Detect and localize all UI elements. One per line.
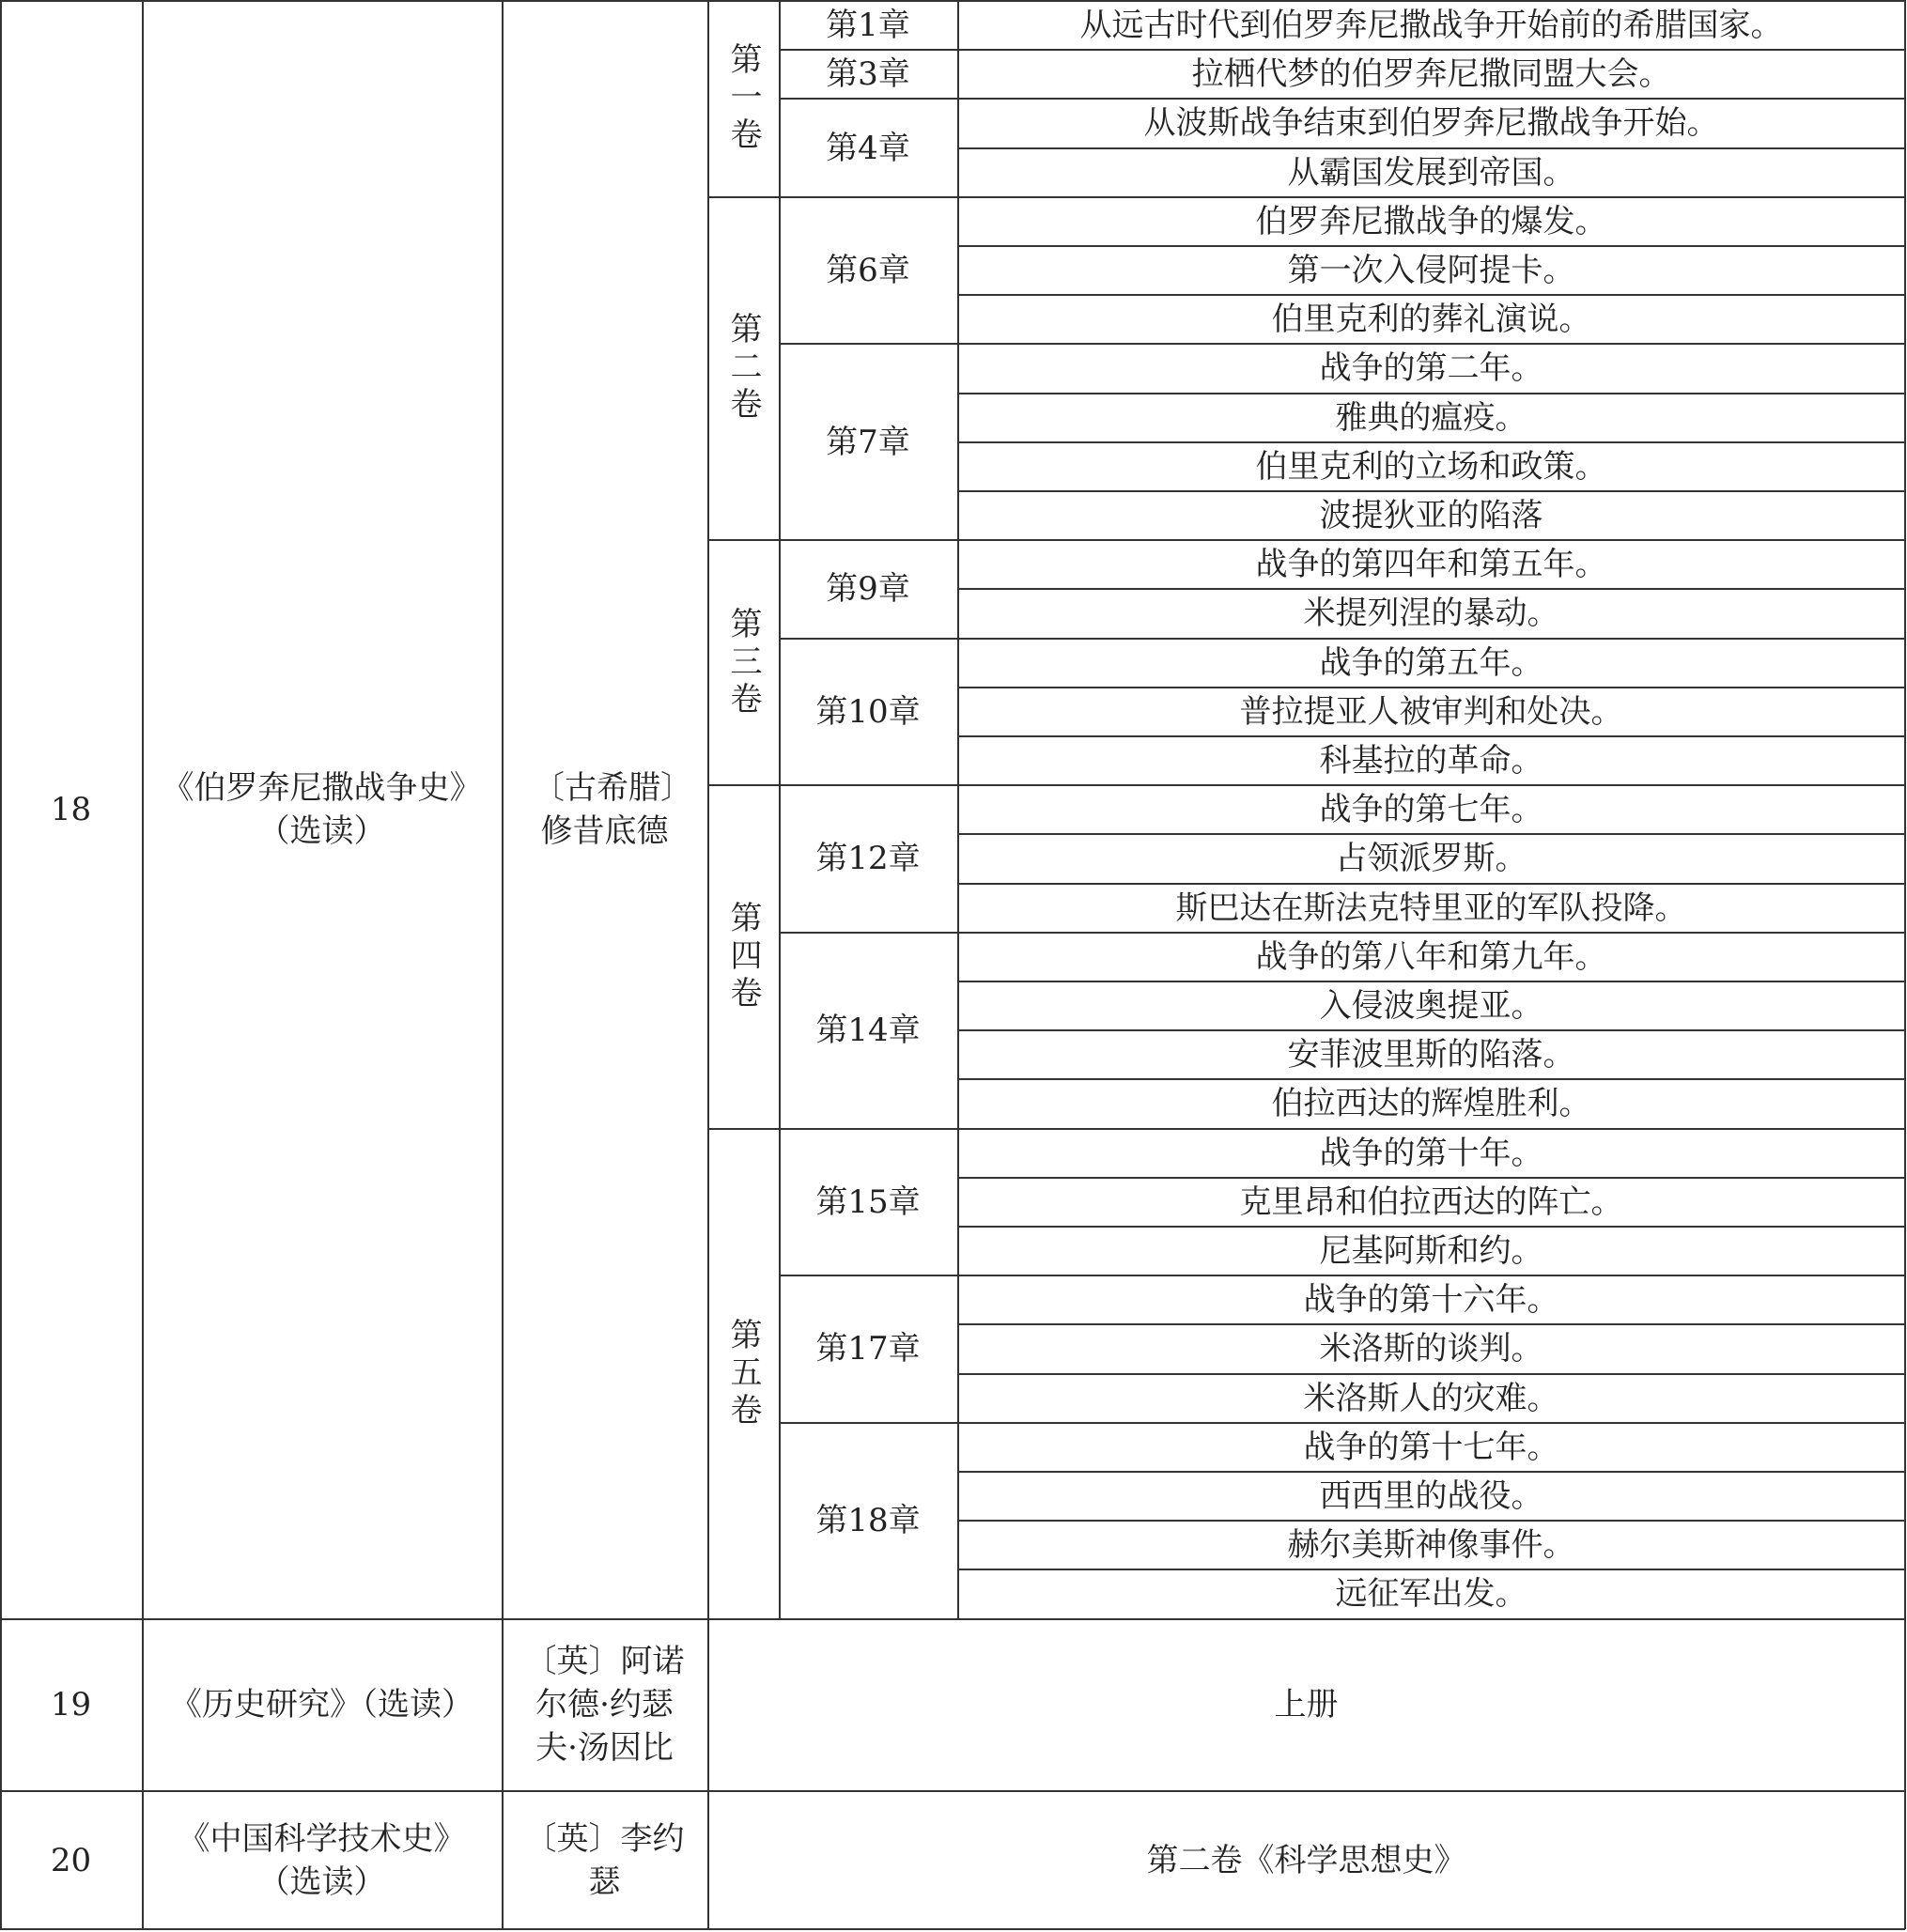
volume-label: 第五卷 [724, 1317, 762, 1430]
book-author: 〔英〕阿诺尔德·约瑟夫·汤因比 [524, 1642, 685, 1767]
reading-scope: 第二卷《科学思想史》 [1146, 1841, 1466, 1879]
section-title: 西西里的战役。 [1319, 1477, 1543, 1516]
column-divider [0, 0, 2, 1929]
section-title: 尼基阿斯和约。 [1319, 1232, 1543, 1271]
column-divider [502, 0, 504, 1929]
row-divider [0, 1928, 1905, 1930]
section-title: 从远古时代到伯罗奔尼撒战争开始前的希腊国家。 [1079, 7, 1783, 45]
section-title: 入侵波奥提亚。 [1319, 987, 1543, 1026]
section-title: 赫尔美斯神像事件。 [1287, 1526, 1575, 1565]
section-title: 伯里克利的立场和政策。 [1255, 447, 1607, 486]
chapter-label: 第6章 [826, 252, 910, 290]
section-title: 伯拉西达的辉煌胜利。 [1271, 1085, 1591, 1123]
chapter-label: 第10章 [815, 692, 921, 731]
reading-scope: 上册 [1274, 1685, 1339, 1723]
section-title: 普拉提亚人被审判和处决。 [1239, 692, 1623, 731]
section-title: 克里昂和伯拉西达的阵亡。 [1239, 1182, 1623, 1221]
row-number: 19 [50, 1685, 92, 1723]
column-divider [1904, 0, 1906, 1929]
section-title: 伯里克利的葬礼演说。 [1271, 301, 1591, 339]
section-title: 米洛斯的谈判。 [1319, 1330, 1543, 1368]
section-title: 波提狄亚的陷落 [1319, 497, 1543, 535]
volume-label: 第三卷 [724, 606, 762, 719]
book-title: 《伯罗奔尼撒战争史》（选读） [162, 769, 482, 851]
row-number: 18 [50, 791, 92, 829]
chapter-label: 第12章 [815, 840, 921, 878]
chapter-label: 第17章 [815, 1330, 921, 1368]
chapter-label: 第15章 [815, 1182, 921, 1221]
volume-label: 第四卷 [724, 900, 762, 1013]
section-title: 战争的第二年。 [1319, 349, 1543, 388]
section-title: 战争的第十年。 [1319, 1134, 1543, 1172]
chapter-label: 第7章 [826, 423, 910, 461]
section-title: 战争的第十六年。 [1303, 1281, 1559, 1320]
book-title: 《中国科学技术史》（选读） [178, 1819, 466, 1901]
section-title: 伯罗奔尼撒战争的爆发。 [1255, 202, 1607, 240]
book-author: 〔古希腊〕修昔底德 [533, 769, 676, 851]
section-title: 从波斯战争结束到伯罗奔尼撒战争开始。 [1143, 104, 1719, 143]
chapter-label: 第18章 [815, 1502, 921, 1540]
section-title: 拉栖代梦的伯罗奔尼撒同盟大会。 [1191, 55, 1671, 94]
section-title: 占领派罗斯。 [1335, 840, 1527, 878]
volume-label: 第一卷 [724, 42, 762, 156]
section-title: 雅典的瘟疫。 [1335, 398, 1527, 437]
section-title: 科基拉的革命。 [1319, 742, 1543, 781]
section-title: 米洛斯人的灾难。 [1303, 1379, 1559, 1417]
column-divider [707, 0, 709, 1929]
column-divider [142, 0, 144, 1929]
section-title: 战争的第四年和第五年。 [1255, 546, 1607, 584]
chapter-label: 第1章 [826, 7, 910, 45]
book-author: 〔英〕李约瑟 [524, 1819, 685, 1901]
volume-label: 第二卷 [724, 312, 762, 425]
section-title: 战争的第五年。 [1319, 643, 1543, 682]
row-divider [0, 1618, 1905, 1620]
book-title: 《历史研究》（选读） [170, 1685, 473, 1723]
column-divider [779, 0, 781, 1619]
section-title: 战争的第七年。 [1319, 791, 1543, 829]
chapter-label: 第3章 [826, 55, 910, 94]
section-title: 安菲波里斯的陷落。 [1287, 1036, 1575, 1074]
section-title: 斯巴达在斯法克特里亚的军队投降。 [1175, 889, 1687, 927]
section-title: 战争的第八年和第九年。 [1255, 937, 1607, 976]
row-number: 20 [50, 1841, 92, 1879]
chapter-label: 第4章 [826, 129, 910, 167]
section-title: 从霸国发展到帝国。 [1287, 153, 1575, 192]
section-title: 远征军出发。 [1335, 1575, 1527, 1614]
column-divider [957, 0, 959, 1619]
table-top-border [0, 0, 1905, 2]
section-title: 战争的第十七年。 [1303, 1428, 1559, 1466]
section-title: 第一次入侵阿提卡。 [1287, 252, 1575, 290]
section-title: 米提列涅的暴动。 [1303, 595, 1559, 633]
chapter-label: 第9章 [826, 570, 910, 609]
chapter-label: 第14章 [815, 1012, 921, 1050]
